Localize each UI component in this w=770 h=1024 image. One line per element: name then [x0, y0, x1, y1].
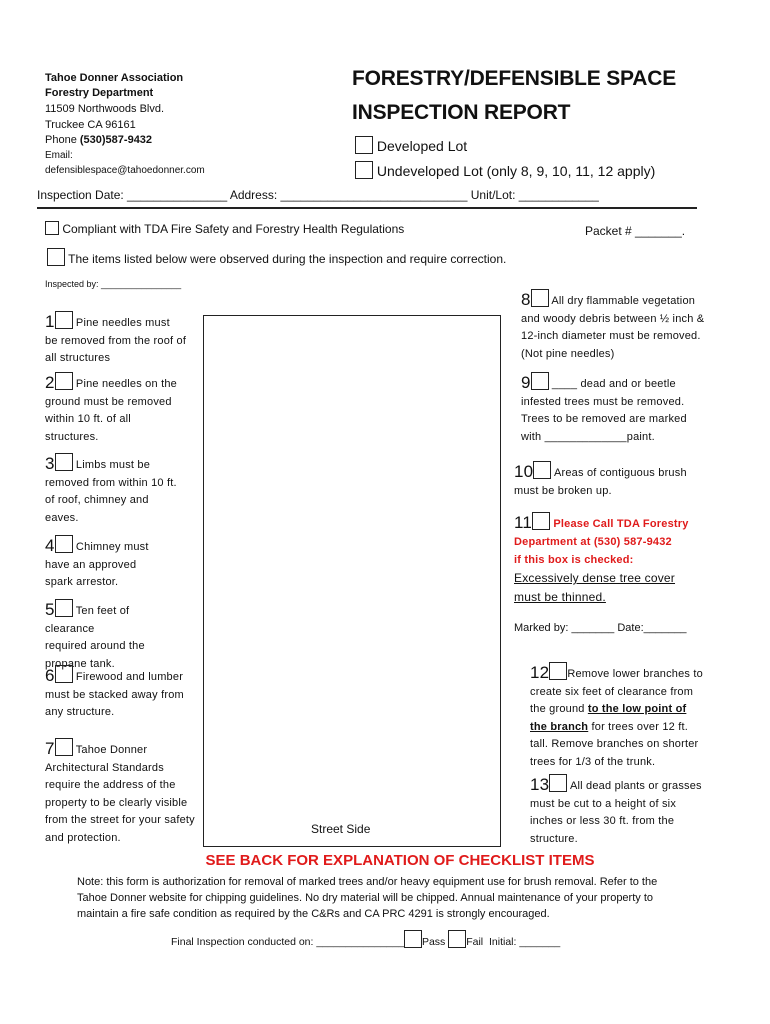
item-4-first: Chimney must — [75, 541, 149, 553]
see-back-notice: SEE BACK FOR EXPLANATION OF CHECKLIST ITEMS — [205, 852, 595, 869]
item-11-marked-by[interactable]: Marked by: _______ Date:_______ — [514, 622, 687, 634]
email-label: Email: — [45, 150, 73, 161]
item-1-checkbox[interactable] — [55, 311, 73, 329]
fail-checkbox[interactable] — [448, 930, 466, 948]
item-3-text: removed from within 10 ft. of roof, chimney and eaves. — [45, 476, 177, 524]
org-address: 11509 Northwoods Blvd. — [45, 103, 165, 115]
item-8-first: All dry flammable vegetation — [551, 295, 696, 307]
developed-lot-checkbox[interactable] — [355, 136, 373, 154]
title-line2: INSPECTION REPORT — [352, 101, 571, 124]
item-2 — [45, 372, 185, 446]
undeveloped-lot-option — [355, 161, 655, 179]
item-12-pre: the ground — [530, 703, 588, 716]
compliant-checkbox[interactable] — [45, 221, 59, 235]
item-13-checkbox[interactable] — [549, 774, 567, 792]
items-observed-label: The items listed below were observed during the inspection and require correction. — [68, 252, 507, 266]
pass-checkbox[interactable] — [404, 930, 422, 948]
item-1-first: Pine needles must — [75, 317, 170, 329]
site-sketch-area[interactable] — [203, 315, 501, 847]
item-8-checkbox[interactable] — [531, 289, 549, 307]
item-1-text: be removed from the roof of all structures — [45, 334, 187, 365]
org-name: Tahoe Donner Association — [45, 72, 184, 84]
item-11-line2: Department at (530) 587-9432 — [514, 536, 672, 548]
item-2-first: Pine needles on the — [75, 378, 177, 390]
item-10-number: 10 — [514, 462, 534, 481]
item-2-text: ground must be removed within 10 ft. of all structures. — [45, 395, 172, 443]
street-side-label: Street Side — [311, 822, 371, 836]
item-5-text: required around the propane tank. — [45, 640, 145, 670]
item-7-text: Architectural Standards require the address of the property to be clearly visible from the street for your safety and protection. — [45, 761, 195, 844]
item-1-number: 1 — [45, 312, 55, 331]
item-3 — [45, 453, 177, 527]
item-12-number: 12 — [530, 663, 550, 682]
item-13-first: All dead plants or grasses — [569, 780, 702, 792]
item-1 — [45, 311, 195, 368]
item-12-underline2: the branch — [530, 720, 589, 733]
item-4-text: have an approved spark arrestor. — [45, 558, 137, 589]
item-6-text: must be stacked away from any structure. — [45, 688, 184, 719]
item-13-text: must be cut to a height of six inches or less 30 ft. from the structure. — [530, 797, 677, 845]
item-4-checkbox[interactable] — [55, 535, 73, 553]
item-2-number: 2 — [45, 373, 55, 392]
note-line-2: Tahoe Donner website for chipping guidelines. No dry material will be chipped. Annual maintenance of your property to — [77, 892, 654, 904]
item-11-line3: if this box is checked: — [514, 554, 634, 566]
item-13 — [530, 774, 705, 848]
compliant-option — [45, 221, 404, 236]
header-divider — [37, 207, 697, 209]
item-7-checkbox[interactable] — [55, 738, 73, 756]
pass-label: Pass — [421, 936, 446, 948]
item-11-checkbox[interactable] — [532, 512, 550, 530]
final-inspection-field[interactable]: Final Inspection conducted on: _______________ — [171, 936, 404, 948]
note-line-1: Note: this form is authorization for removal of marked trees and/or heavy equipment use for brush removal. Refer to the — [77, 876, 658, 888]
email-address: defensiblespace@tahoedonner.com — [45, 165, 205, 176]
item-2-checkbox[interactable] — [55, 372, 73, 390]
item-12-line2: create six feet of clearance from — [530, 685, 694, 698]
item-4-number: 4 — [45, 536, 55, 555]
fail-label: Fail — [466, 936, 484, 948]
item-6 — [45, 665, 195, 722]
item-9-number: 9 — [521, 373, 531, 392]
item-6-number: 6 — [45, 666, 55, 685]
item-5-number: 5 — [45, 600, 55, 619]
item-7-number: 7 — [45, 739, 55, 758]
item-5-checkbox[interactable] — [55, 599, 73, 617]
item-12-underline1: to the low point of — [587, 703, 687, 716]
inspected-by-field[interactable]: Inspected by: ________________ — [45, 279, 182, 289]
developed-lot-option — [355, 136, 467, 154]
item-12-post: for trees over 12 ft. — [588, 720, 689, 733]
item-8-text: and woody debris between ½ inch & 12-inch diameter must be removed. (Not pine needles) — [521, 312, 705, 360]
item-11-line5: must be thinned. — [514, 590, 606, 604]
item-3-first: Limbs must be — [75, 459, 151, 471]
item-3-checkbox[interactable] — [55, 453, 73, 471]
item-8-number: 8 — [521, 290, 531, 309]
item-12-first: Remove lower branches to — [567, 668, 703, 680]
item-7-first: Tahoe Donner — [75, 744, 148, 756]
item-12 — [530, 662, 710, 772]
org-city: Truckee CA 96161 — [45, 119, 136, 131]
item-10-first: Areas of contiguous brush — [553, 467, 687, 479]
item-11-first: Please Call TDA Forestry — [553, 518, 689, 530]
org-phone — [45, 133, 152, 149]
item-11 — [514, 512, 714, 607]
item-9-text: infested trees must be removed. Trees to be removed are marked with _____________paint. — [521, 395, 687, 443]
undeveloped-lot-label: Undeveloped Lot (only 8, 9, 10, 11, 12 apply) — [376, 163, 656, 179]
title-line1: FORESTRY/DEFENSIBLE SPACE — [352, 67, 677, 90]
developed-lot-label: Developed Lot — [376, 138, 468, 154]
inspection-header-fields[interactable]: Inspection Date: _______________ Address: ____________________________ Unit/Lot: ____________ — [37, 188, 599, 202]
item-12-checkbox[interactable] — [549, 662, 567, 680]
items-observed-option — [47, 248, 506, 266]
item-10 — [514, 461, 694, 500]
phone-number: (530)587-9432 — [79, 134, 153, 146]
item-8 — [521, 289, 706, 363]
note-line-3: maintain a fire safe condition as required by the C&Rs and CA PRC 4291 is strongly encouraged. — [77, 908, 550, 920]
initial-field[interactable]: Initial: _______ — [488, 936, 561, 948]
item-11-line4: Excessively dense tree cover — [514, 571, 676, 585]
item-10-checkbox[interactable] — [533, 461, 551, 479]
item-9-checkbox[interactable] — [531, 372, 549, 390]
item-12-text: tall. Remove branches on shorter trees for 1/3 of the trunk. — [530, 738, 699, 768]
item-9 — [521, 372, 699, 446]
undeveloped-lot-checkbox[interactable] — [355, 161, 373, 179]
item-5 — [45, 599, 157, 673]
phone-label: Phone — [45, 134, 80, 146]
compliant-label: Compliant with TDA Fire Safety and Forestry Health Regulations — [62, 222, 405, 236]
items-observed-checkbox[interactable] — [47, 248, 65, 266]
item-5-first: Ten feet of clearance — [45, 605, 130, 635]
item-3-number: 3 — [45, 454, 55, 473]
final-inspection-row — [171, 930, 560, 948]
item-4 — [45, 535, 155, 592]
item-13-number: 13 — [530, 775, 550, 794]
item-6-first: Firewood and lumber — [75, 671, 184, 683]
item-6-checkbox[interactable] — [55, 665, 73, 683]
item-10-text: must be broken up. — [514, 484, 612, 497]
org-dept: Forestry Department — [45, 87, 154, 99]
item-9-first: ____ dead and or beetle — [551, 378, 676, 390]
item-7 — [45, 738, 200, 848]
packet-number[interactable]: Packet # _______. — [585, 224, 686, 238]
item-11-number: 11 — [514, 513, 533, 532]
